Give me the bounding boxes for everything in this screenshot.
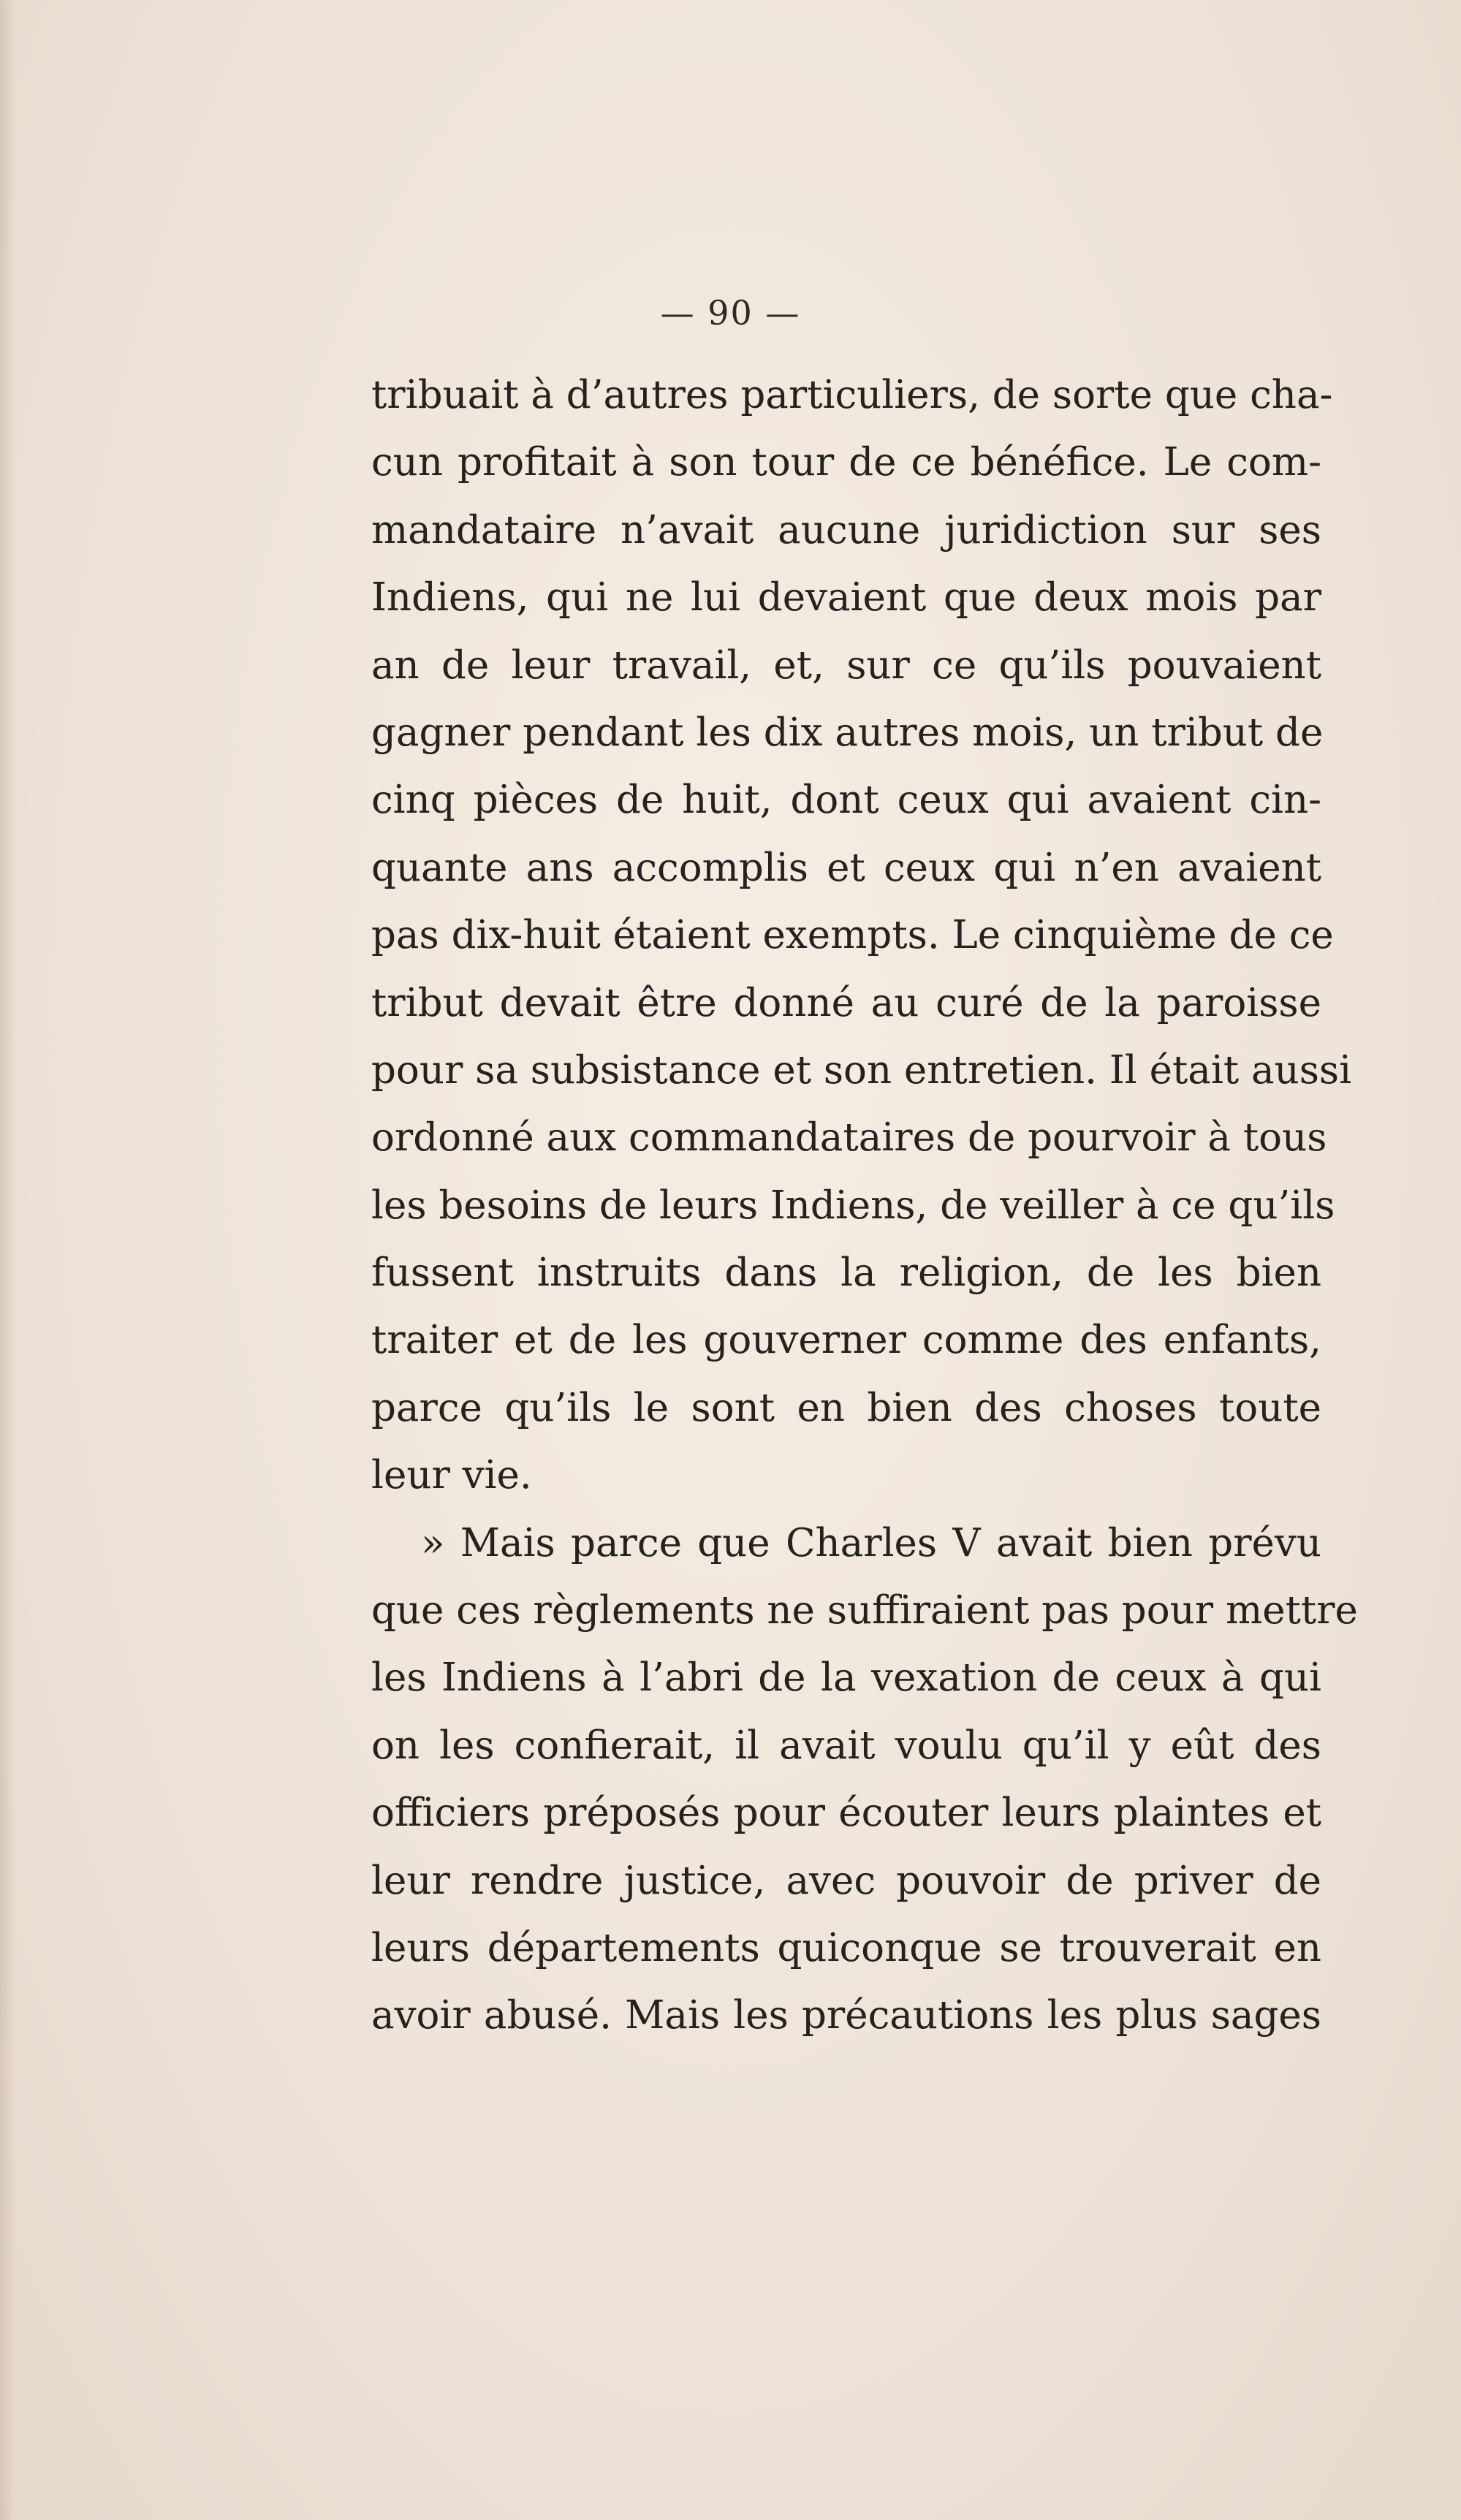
text-line-3: mandataire n’avait aucune juridiction sur ses — [371, 507, 1321, 553]
text-line-21: on les confierait, il avait voulu qu’il y eût des — [371, 1723, 1321, 1768]
text-line-5: an de leur travail, et, sur ce qu’ils pouvaient — [371, 642, 1321, 688]
text-line-16: parce qu’ils le sont en bien des choses toute — [371, 1385, 1321, 1430]
text-line-15: traiter et de les gouverner comme des enfants, — [371, 1318, 1321, 1363]
text-line-24: leurs départements quiconque se trouverait en — [371, 1925, 1321, 1970]
text-line-14: fussent instruits dans la religion, de les bien — [371, 1250, 1321, 1296]
text-line-1: tribuait à d’autres particuliers, de sorte que cha- — [371, 373, 1333, 417]
page-binding-shadow — [0, 0, 16, 2520]
text-line-17: leur vie. — [371, 1453, 532, 1498]
text-line-20: les Indiens à l’abri de la vexation de ceux à qui — [371, 1655, 1321, 1701]
text-line-4: Indiens, qui ne lui devaient que deux mois par — [371, 575, 1321, 620]
text-line-6: gagner pendant les dix autres mois, un tribut de — [371, 710, 1324, 755]
text-line-22: officiers préposés pour écouter leurs plaintes et — [371, 1791, 1321, 1836]
text-line-2: cun profitait à son tour de ce bénéfice. Le com- — [371, 440, 1321, 485]
page-number: — 90 — — [660, 293, 801, 333]
text-line-10: tribut devait être donné au curé de la paroisse — [371, 980, 1321, 1025]
text-line-8: quante ans accomplis et ceux qui n’en avaient — [371, 845, 1321, 890]
text-line-18: » Mais parce que Charles V avait bien prévu — [421, 1520, 1321, 1565]
text-line-23: leur rendre justice, avec pouvoir de priver de — [371, 1858, 1321, 1903]
text-line-9: pas dix-huit étaient exempts. Le cinquième de ce — [371, 913, 1334, 958]
text-line-12: ordonné aux commandataires de pourvoir à tous — [371, 1115, 1327, 1161]
text-line-19: que ces règlements ne suffiraient pas pour mettre — [371, 1588, 1358, 1633]
text-line-13: les besoins de leurs Indiens, de veiller à ce qu’ils — [371, 1183, 1335, 1228]
body-text — [371, 362, 1358, 2050]
text-line-11: pour sa subsistance et son entretien. Il était aussi — [371, 1047, 1352, 1093]
text-line-25: avoir abusé. Mais les précautions les plus sages — [371, 1993, 1321, 2038]
text-line-7: cinq pièces de huit, dont ceux qui avaient cin- — [371, 778, 1321, 823]
